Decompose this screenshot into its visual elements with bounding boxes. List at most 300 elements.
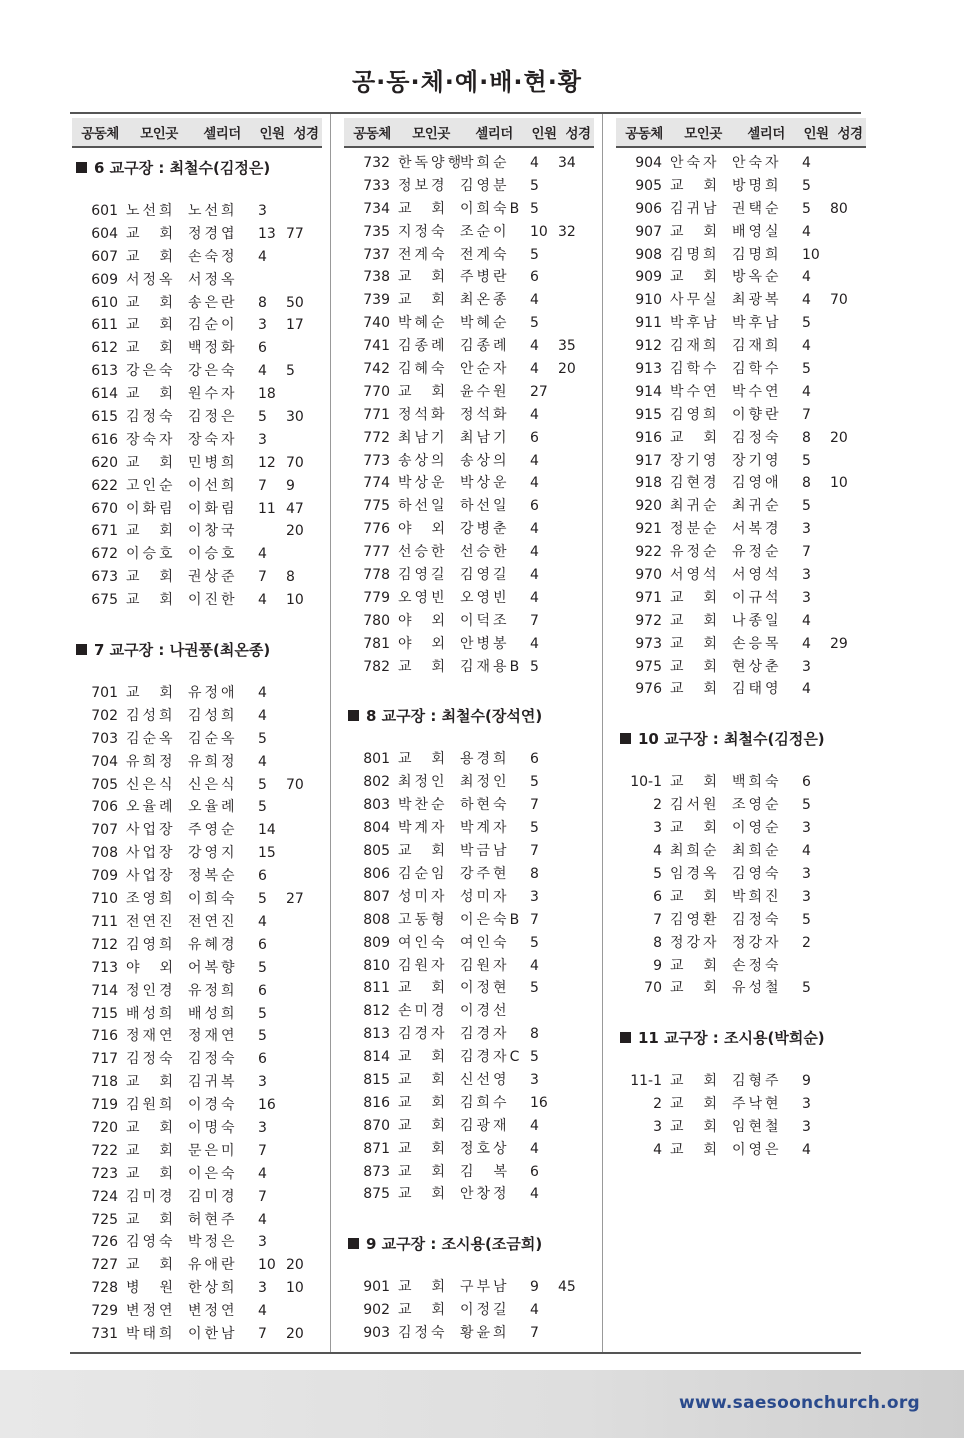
group-number: 973 <box>635 635 662 652</box>
table-row <box>616 358 866 381</box>
attendance: 4 <box>530 155 539 171</box>
table-row <box>344 1115 594 1138</box>
bible-reading <box>286 1094 316 1117</box>
bible-reading <box>830 335 860 358</box>
bible-reading: 9 <box>286 477 295 494</box>
table-row <box>72 520 322 543</box>
attendance: 5 <box>530 200 539 217</box>
meeting-place: 안숙자 <box>670 155 720 171</box>
cell-leader: 정석화 <box>460 406 510 423</box>
cell-leader: 오율례 <box>188 799 238 816</box>
cell-leader: 조순이 <box>460 223 510 240</box>
attendance: 6 <box>258 868 267 885</box>
bible-reading: 30 <box>286 409 304 426</box>
attendance: 16 <box>530 1094 548 1111</box>
attendance: 3 <box>802 658 811 675</box>
table-row <box>344 817 594 840</box>
attendance: 5 <box>802 498 811 515</box>
group-number: 616 <box>91 431 118 448</box>
table-row <box>344 427 594 450</box>
bible-reading <box>830 312 860 335</box>
bible-reading: 45 <box>558 1279 576 1296</box>
cell-leader: 권택순 <box>732 200 782 217</box>
group-number: 875 <box>363 1186 390 1203</box>
bible-reading <box>558 840 588 863</box>
attendance: 4 <box>258 1303 267 1320</box>
attendance: 7 <box>530 612 539 629</box>
cell-leader: 여인숙 <box>460 934 510 951</box>
meeting-place: 김명희 <box>670 246 720 263</box>
table-row <box>72 1231 322 1254</box>
cell-leader: 김태영 <box>732 681 782 698</box>
cell-leader: 이규석 <box>732 589 782 606</box>
group-number: 725 <box>91 1211 118 1228</box>
meeting-place: 정보경 <box>398 177 448 194</box>
section-heading <box>616 1018 866 1056</box>
bible-reading <box>830 1070 860 1093</box>
attendance: 6 <box>258 936 267 953</box>
attendance: 5 <box>258 409 267 426</box>
bible-reading <box>558 587 588 610</box>
attendance: 9 <box>802 1073 811 1090</box>
group-number: 908 <box>635 246 662 263</box>
group-number: 777 <box>363 544 390 561</box>
cell-leader: 안순자 <box>460 361 510 378</box>
meeting-place: 교 회 <box>670 635 721 652</box>
bible-reading <box>558 1069 588 1092</box>
meeting-place: 손미경 <box>398 1003 448 1020</box>
table-row <box>72 360 322 383</box>
cell-leader: 강은숙 <box>188 363 238 380</box>
bible-reading <box>286 957 316 980</box>
table-row <box>344 198 594 221</box>
spacer <box>344 1206 594 1224</box>
group-number: 4 <box>653 1141 662 1158</box>
group-number: 724 <box>91 1188 118 1205</box>
group-number: 737 <box>363 246 390 263</box>
spacer <box>72 186 322 200</box>
bible-reading <box>558 381 588 404</box>
table-row <box>344 518 594 541</box>
attendance: 5 <box>530 774 539 791</box>
table-row <box>344 312 594 335</box>
bible-reading <box>286 1003 316 1026</box>
cell-leader: 이경숙 <box>188 1097 238 1114</box>
group-number: 735 <box>363 223 390 240</box>
cell-leader: 전연진 <box>188 913 238 930</box>
meeting-place: 조영희 <box>126 891 176 908</box>
cell-leader: 이명숙 <box>188 1119 238 1136</box>
header-bible-reading: 성경 <box>565 126 591 142</box>
meeting-place: 오영빈 <box>398 589 448 606</box>
attendance: 3 <box>802 820 811 837</box>
attendance <box>258 269 286 292</box>
table-row <box>344 794 594 817</box>
attendance: 4 <box>802 223 811 240</box>
meeting-place: 유정순 <box>670 544 720 561</box>
meeting-place: 송상의 <box>398 452 448 469</box>
cell-leader: 안숙자 <box>732 155 782 171</box>
bible-reading: 70 <box>286 454 304 471</box>
meeting-place: 교 회 <box>126 523 177 540</box>
attendance: 4 <box>258 592 267 609</box>
bible-reading <box>830 656 860 679</box>
meeting-place: 교 회 <box>398 1094 449 1111</box>
cell-leader: 백정화 <box>188 340 238 357</box>
attendance: 4 <box>530 292 539 309</box>
bible-reading: 20 <box>286 1325 304 1342</box>
group-number: 731 <box>91 1325 118 1342</box>
table-row <box>344 932 594 955</box>
attendance: 15 <box>258 845 276 862</box>
cell-leader: 문은미 <box>188 1142 238 1159</box>
section-title: 9 교구장 : 조시용(조금희) <box>366 1234 543 1253</box>
bible-reading <box>286 705 316 728</box>
attendance: 3 <box>258 1280 267 1297</box>
meeting-place: 박찬순 <box>398 797 448 814</box>
attendance: 3 <box>530 1071 539 1088</box>
attendance: 9 <box>530 1279 539 1296</box>
meeting-place: 교 회 <box>398 383 449 400</box>
attendance: 6 <box>258 340 267 357</box>
table-row <box>72 774 322 797</box>
cell-leader: 이창국 <box>188 523 238 540</box>
attendance: 4 <box>802 681 811 698</box>
table-row <box>72 934 322 957</box>
attendance: 4 <box>530 361 539 378</box>
cell-leader: 김명희 <box>732 246 782 263</box>
group-number: 614 <box>91 386 118 403</box>
square-bullet-icon <box>348 710 359 721</box>
attendance: 5 <box>258 1028 267 1045</box>
meeting-place: 박수연 <box>670 383 720 400</box>
table-row <box>72 543 322 566</box>
table-row <box>344 358 594 381</box>
table-row <box>72 865 322 888</box>
bible-reading <box>286 728 316 751</box>
meeting-place: 교 회 <box>670 957 721 974</box>
table-row <box>344 1183 594 1206</box>
bible-reading <box>558 427 588 450</box>
meeting-place: 교 회 <box>126 248 177 265</box>
table-row <box>616 404 866 427</box>
attendance: 7 <box>258 1188 267 1205</box>
meeting-place: 교 회 <box>670 223 721 240</box>
meeting-place: 박후남 <box>670 315 720 332</box>
meeting-place: 교 회 <box>670 980 721 997</box>
cell-leader: 최온종 <box>460 292 510 309</box>
meeting-place: 고동형 <box>398 911 448 928</box>
cell-leader: 이진한 <box>188 592 238 609</box>
bible-reading <box>286 1140 316 1163</box>
attendance: 8 <box>258 294 267 311</box>
cell-leader: 김정숙 <box>732 429 782 446</box>
cell-leader: 하현숙 <box>460 797 510 814</box>
attendance: 5 <box>802 797 811 814</box>
cell-leader: 김 복 <box>460 1163 511 1180</box>
attendance: 7 <box>258 477 267 494</box>
bible-reading <box>286 980 316 1003</box>
bible-reading <box>830 564 860 587</box>
bible-reading <box>558 863 588 886</box>
table-row <box>72 1209 322 1232</box>
meeting-place: 한독양행 <box>398 155 465 171</box>
group-number: 780 <box>363 612 390 629</box>
table-row <box>72 705 322 728</box>
bible-reading: 70 <box>830 292 848 309</box>
bible-reading <box>286 1117 316 1140</box>
bible-reading: 20 <box>286 1257 304 1274</box>
table-row <box>344 886 594 909</box>
group-number: 911 <box>635 315 662 332</box>
bible-reading <box>286 200 316 223</box>
meeting-place: 교 회 <box>398 200 449 217</box>
website-url[interactable]: www.saesoonchurch.org <box>678 1393 920 1413</box>
group-number: 811 <box>363 980 390 997</box>
bible-reading: 35 <box>558 338 576 355</box>
group-number: 716 <box>91 1028 118 1045</box>
table-row <box>344 1161 594 1184</box>
column-divider <box>330 114 331 1352</box>
table-row <box>616 587 866 610</box>
meeting-place: 교 회 <box>398 1071 449 1088</box>
group-number: 4 <box>653 843 662 860</box>
meeting-place: 김정숙 <box>398 1325 448 1342</box>
attendance: 4 <box>530 521 539 538</box>
meeting-place: 교 회 <box>126 340 177 357</box>
table-row <box>616 886 866 909</box>
table-row <box>72 383 322 406</box>
bible-reading <box>558 289 588 312</box>
cell-leader: 손정숙 <box>732 957 782 974</box>
group-number: 778 <box>363 567 390 584</box>
group-number: 675 <box>91 592 118 609</box>
cell-leader: 주병란 <box>460 269 510 286</box>
meeting-place: 장숙자 <box>126 431 176 448</box>
group-number: 611 <box>91 317 118 334</box>
group-number: 733 <box>363 177 390 194</box>
meeting-place: 박혜순 <box>398 315 448 332</box>
meeting-place: 사업장 <box>126 868 176 885</box>
meeting-place: 선승한 <box>398 544 448 561</box>
table-row <box>72 682 322 705</box>
table-row <box>72 1323 322 1346</box>
attendance: 4 <box>530 475 539 492</box>
bible-reading <box>830 794 860 817</box>
bible-reading: 20 <box>830 429 848 446</box>
table-row <box>344 289 594 312</box>
bible-reading <box>558 977 588 1000</box>
attendance: 4 <box>258 363 267 380</box>
cell-leader: 성미자 <box>460 888 510 905</box>
bible-reading <box>830 358 860 381</box>
group-number: 739 <box>363 292 390 309</box>
bible-reading <box>286 796 316 819</box>
bible-reading <box>558 656 588 679</box>
table-row <box>616 541 866 564</box>
bible-reading <box>558 541 588 564</box>
meeting-place: 사무실 <box>670 292 720 309</box>
section-heading <box>72 148 322 186</box>
cell-leader: 정호상 <box>460 1140 510 1157</box>
attendance: 10 <box>802 246 820 263</box>
cell-leader: 송상의 <box>460 452 510 469</box>
table-row <box>344 1299 594 1322</box>
attendance: 18 <box>258 386 276 403</box>
cell-leader: 유혜경 <box>188 936 238 953</box>
group-number: 917 <box>635 452 662 469</box>
group-number: 726 <box>91 1234 118 1251</box>
group-number: 913 <box>635 361 662 378</box>
table-row <box>344 266 594 289</box>
meeting-place: 최정인 <box>398 774 448 791</box>
table-row <box>616 564 866 587</box>
table-row <box>72 200 322 223</box>
cell-leader: 주낙현 <box>732 1096 782 1113</box>
attendance: 5 <box>802 315 811 332</box>
group-number: 711 <box>91 913 118 930</box>
cell-leader: 김광재 <box>460 1117 510 1134</box>
table-row <box>616 678 866 701</box>
bible-reading <box>286 269 316 292</box>
cell-leader: 안병봉 <box>460 635 510 652</box>
attendance: 4 <box>802 635 811 652</box>
group-number: 613 <box>91 363 118 380</box>
bible-reading <box>558 266 588 289</box>
spacer <box>616 1056 866 1070</box>
table-row <box>72 1186 322 1209</box>
table-row <box>344 450 594 473</box>
bible-reading <box>830 610 860 633</box>
table-row <box>72 1048 322 1071</box>
meeting-place: 김학수 <box>670 361 720 378</box>
square-bullet-icon <box>76 162 87 173</box>
group-number: 709 <box>91 868 118 885</box>
attendance: 5 <box>258 730 267 747</box>
cell-leader: 박희진 <box>732 888 782 905</box>
meeting-place: 전계숙 <box>398 246 448 263</box>
attendance: 7 <box>530 843 539 860</box>
table-row <box>344 175 594 198</box>
group-number: 10-1 <box>630 774 662 791</box>
column-3 <box>616 118 866 1162</box>
meeting-place: 교 회 <box>670 612 721 629</box>
meeting-place: 박태희 <box>126 1325 176 1342</box>
bible-reading: 5 <box>286 363 295 380</box>
table-row <box>72 406 322 429</box>
square-bullet-icon <box>620 733 631 744</box>
meeting-place: 교 회 <box>398 1279 449 1296</box>
meeting-place: 교 회 <box>398 980 449 997</box>
attendance: 6 <box>530 498 539 515</box>
group-number: 710 <box>91 891 118 908</box>
table-row <box>616 472 866 495</box>
cell-leader: 이은숙 <box>188 1165 238 1182</box>
group-number: 914 <box>635 383 662 400</box>
meeting-place: 노선희 <box>126 203 176 219</box>
attendance: 4 <box>530 957 539 974</box>
table-header <box>72 118 322 148</box>
meeting-place: 김순옥 <box>126 730 176 747</box>
meeting-place: 교 회 <box>126 685 177 702</box>
meeting-place: 교 회 <box>670 820 721 837</box>
meeting-place: 배성희 <box>126 1005 176 1022</box>
attendance: 3 <box>258 1234 267 1251</box>
page-title: 공·동·체·예·배·현·황 <box>352 68 582 96</box>
group-number: 717 <box>91 1051 118 1068</box>
meeting-place: 교 회 <box>670 1096 721 1113</box>
table-row <box>344 863 594 886</box>
header-attendance: 인원 <box>531 126 557 142</box>
table-row <box>344 1322 594 1345</box>
header-attendance: 인원 <box>803 126 829 142</box>
group-number: 703 <box>91 730 118 747</box>
cell-leader: 김재희 <box>732 338 782 355</box>
attendance <box>258 520 286 543</box>
cell-leader: 김영분 <box>460 177 510 194</box>
bible-reading <box>286 911 316 934</box>
section-title: 10 교구장 : 최철수(김정은) <box>638 729 825 748</box>
bible-reading <box>830 495 860 518</box>
meeting-place: 정재연 <box>126 1028 176 1045</box>
group-number: 774 <box>363 475 390 492</box>
meeting-place: 야 외 <box>398 612 449 629</box>
meeting-place: 김원희 <box>126 1097 176 1114</box>
cell-leader: 이희숙 <box>188 891 238 908</box>
attendance: 13 <box>258 225 276 242</box>
table-row <box>344 1092 594 1115</box>
meeting-place: 오율례 <box>126 799 176 816</box>
section-heading <box>616 719 866 757</box>
meeting-place: 교 회 <box>126 1142 177 1159</box>
attendance: 7 <box>258 1325 267 1342</box>
cell-leader: 장기영 <box>732 452 782 469</box>
meeting-place: 서영석 <box>670 567 720 584</box>
table-row <box>344 1000 594 1023</box>
meeting-place: 교 회 <box>398 658 449 675</box>
cell-leader: 김정숙 <box>188 1051 238 1068</box>
bible-reading <box>286 337 316 360</box>
attendance: 5 <box>530 980 539 997</box>
table-row <box>72 337 322 360</box>
bible-reading <box>558 1115 588 1138</box>
attendance: 4 <box>802 1141 811 1158</box>
meeting-place: 교 회 <box>670 429 721 446</box>
meeting-place: 교 회 <box>398 269 449 286</box>
table-row <box>72 888 322 911</box>
meeting-place: 교 회 <box>398 1163 449 1180</box>
attendance: 4 <box>802 338 811 355</box>
group-number: 729 <box>91 1303 118 1320</box>
attendance: 3 <box>802 521 811 538</box>
table-row <box>72 1117 322 1140</box>
bible-reading <box>286 842 316 865</box>
cell-leader: 최광복 <box>732 292 782 309</box>
cell-leader: 안창정 <box>460 1186 510 1203</box>
header-meeting-place: 모인곳 <box>140 126 178 142</box>
bible-reading <box>286 682 316 705</box>
cell-leader: 김순이 <box>188 317 238 334</box>
group-number: 2 <box>653 1096 662 1113</box>
cell-leader: 이은숙B <box>460 911 523 928</box>
bible-reading <box>558 794 588 817</box>
cell-leader: 김경자 <box>460 1026 510 1043</box>
group-number: 609 <box>91 271 118 288</box>
cell-leader: 김희수 <box>460 1094 510 1111</box>
group-number: 909 <box>635 269 662 286</box>
bible-reading <box>558 404 588 427</box>
table-row <box>344 610 594 633</box>
